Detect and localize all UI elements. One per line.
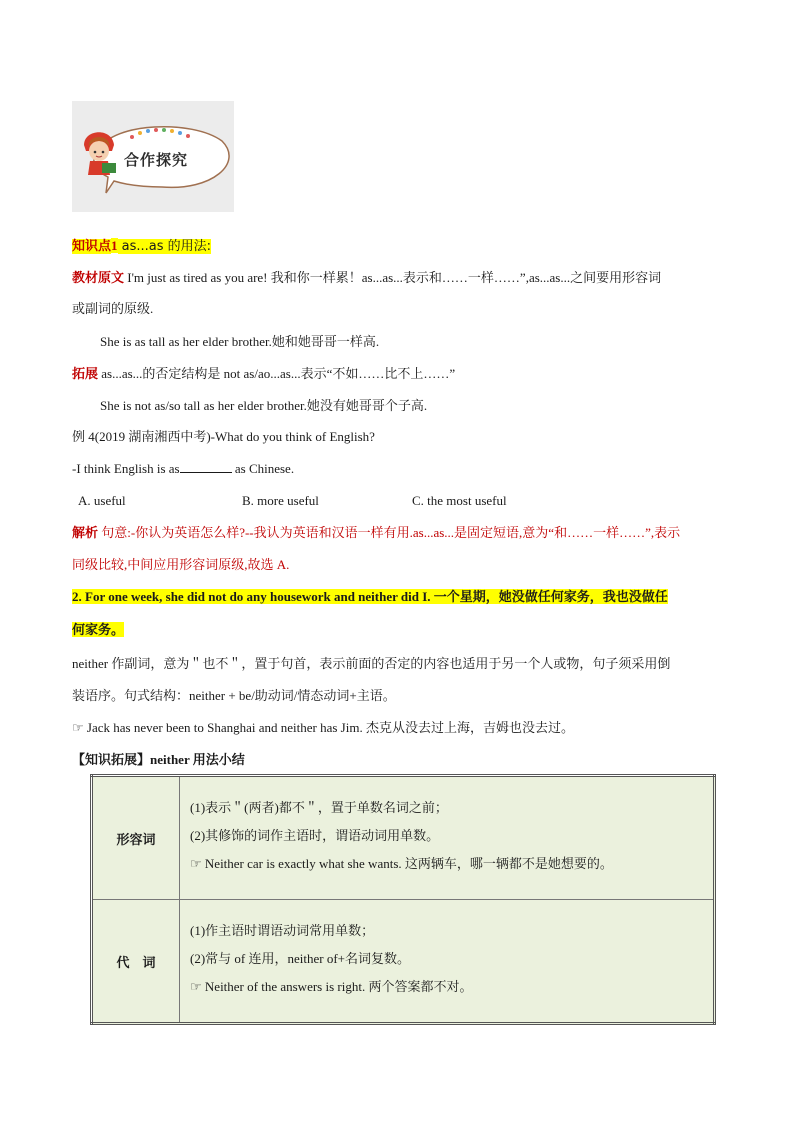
sentence-2-text: 2. For one week, she did not do any housework and neither did I. 一个星期，她没做任何家务，我也没做任: [72, 589, 668, 604]
analysis-text: 句意:-你认为英语怎么样?--我认为英语和汉语一样有用.as...as...是固定短语,意为“和……一样……”,表示: [98, 525, 681, 540]
row-content-pronoun: [180, 900, 715, 1024]
table-row-adjective: [92, 776, 715, 900]
adjective-example: ☞ Neither car is exactly what she wants. 这两辆车，哪一辆都不是她想要的。: [190, 856, 613, 871]
analysis-text-cont: 同级比较,中间应用形容词原级,故选 A.: [72, 557, 290, 572]
banner-title: 合作探究: [124, 151, 189, 169]
neither-explanation-2: 装语序。句式结构：neither + be/助动词/情态动词+主语。: [72, 688, 396, 703]
option-a: A. useful: [78, 493, 126, 508]
heading-number: 1: [111, 238, 118, 253]
knowledge-point-heading: [72, 236, 211, 257]
answer-blank: [180, 459, 232, 473]
pronoun-rule-2: (2)常与 of 连用，neither of+名词复数。: [190, 951, 410, 966]
example-sentence-2: She is not as/so tall as her elder brother.她没有她哥哥个子高.: [100, 398, 428, 413]
adjective-rule-1: (1)表示＂(两者)都不＂，置于单数名词之前；: [190, 800, 448, 815]
source-text-cont: 或副词的原级.: [72, 301, 154, 316]
neither-example: ☞ Jack has never been to Shanghai and neither has Jim. 杰克从没去过上海，吉姆也没去过。: [72, 720, 574, 735]
adjective-rule-2: (2)其修饰的词作主语时，谓语动词用单数。: [190, 828, 440, 843]
summary-title: 【知识拓展】neither 用法小结: [72, 752, 245, 767]
source-text: I'm just as tired as you are! 我和你一样累！as...as...表示和……一样……”,as...as...之间要用形容词: [124, 270, 662, 285]
example-sentence-1: She is as tall as her elder brother.她和她哥哥一样高.: [100, 334, 380, 349]
source-text-line: [72, 268, 661, 289]
pronoun-rule-1: (1)作主语时谓语动词常用单数；: [190, 923, 375, 938]
pronoun-example: ☞ Neither of the answers is right. 两个答案都不对。: [190, 979, 473, 994]
extend-label: 拓展: [72, 367, 99, 382]
sentence-2-line-2: [72, 620, 124, 640]
answer-after: as Chinese.: [231, 461, 295, 476]
neither-summary-table: [90, 774, 716, 1025]
question-stem: 例 4(2019 湖南湘西中考)-What do you think of English?: [72, 429, 375, 444]
row-label-pronoun: 代 词: [92, 900, 180, 1024]
option-c: C. the most useful: [412, 493, 507, 508]
analysis-line: [72, 523, 680, 544]
answer-before: -I think English is as: [72, 461, 180, 476]
table-row-pronoun: [92, 900, 715, 1024]
heading-prefix: 知识点: [72, 239, 112, 254]
row-label-adjective: 形容词: [92, 776, 180, 900]
sentence-2-text-cont: 何家务。: [72, 622, 125, 637]
heading-rest: as...as 的用法:: [117, 239, 212, 254]
option-b: B. more useful: [242, 493, 319, 508]
row-content-adjective: [180, 776, 715, 900]
analysis-label: 解析: [72, 526, 99, 541]
extend-line: [72, 364, 455, 385]
question-answer-line: [72, 459, 294, 479]
sentence-2-line-1: [72, 587, 668, 607]
extend-text: as...as...的否定结构是 not as/ao...as...表示“不如……比不上……”: [98, 366, 456, 381]
neither-explanation-1: neither 作副词，意为＂也不＂，置于句首，表示前面的否定的内容也适用于另一个人或物，句子须采用倒: [72, 656, 671, 671]
source-label: 教材原文: [72, 271, 125, 286]
